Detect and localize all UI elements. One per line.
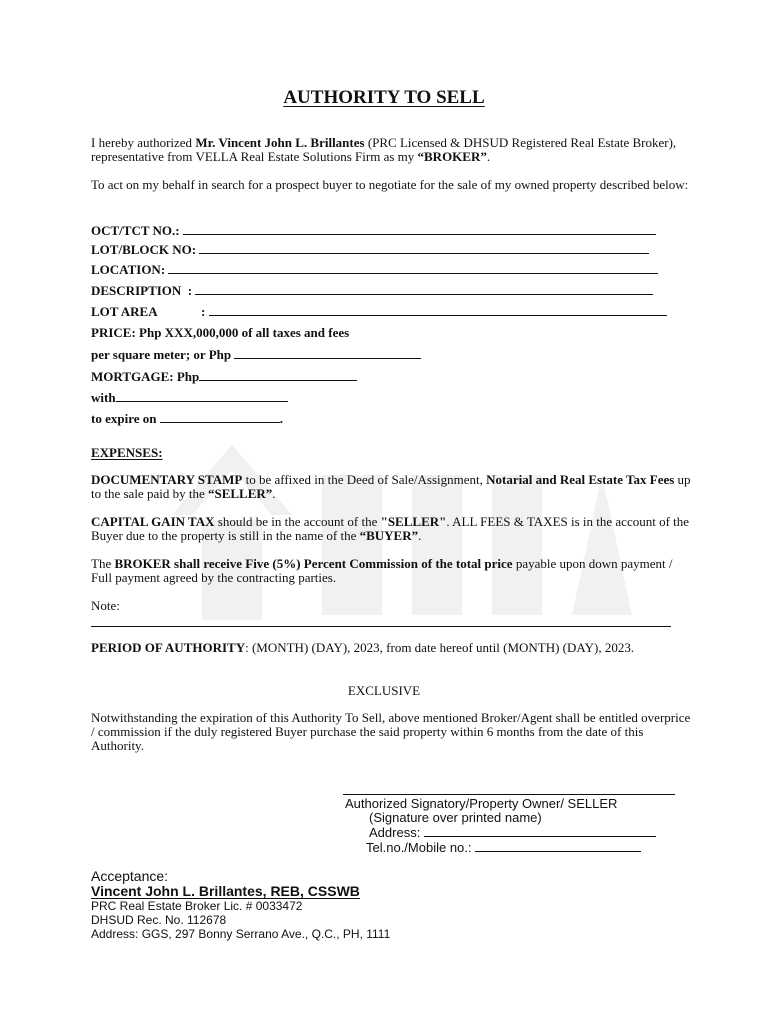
exclusive-paragraph: Notwithstanding the expiration of this Authority To Sell, above mentioned Broker/Agent shall be entitled overprice / commission if the duly registered Buyer purchase the said property within 6 months from the date of this Authority. (91, 710, 691, 753)
price-field: PRICE: Php XXX,000,000 of all taxes and fees (91, 325, 350, 340)
expenses-heading: EXPENSES: (91, 445, 163, 460)
mortgage-blank[interactable] (199, 369, 357, 381)
tel-blank[interactable] (475, 840, 641, 852)
document-title: AUTHORITY TO SELL (283, 87, 485, 108)
intro-paragraph: I hereby authorized Mr. Vincent John L. Brillantes (PRC Licensed & DHSUD Registered Real Estate Broker), representative from VELLA Real Estate Solutions Firm as my “BROKER”. (91, 135, 677, 164)
lot-block-field: LOT/BLOCK NO: (91, 242, 649, 257)
expire-field: to expire on . (91, 411, 283, 426)
broker-license: PRC Real Estate Broker Lic. # 0033472 (91, 899, 303, 913)
with-field: with (91, 390, 288, 405)
address-field: Address: (369, 825, 656, 840)
with-blank[interactable] (116, 390, 288, 402)
capital-gain-tax-paragraph: CAPITAL GAIN TAX should be in the account of the "SELLER". ALL FEES & TAXES is in the account of the Buyer due to the property is still in the name of the “BUYER”. (91, 514, 690, 543)
per-sqm-blank[interactable] (234, 347, 421, 359)
lot-area-blank[interactable] (209, 304, 667, 316)
acceptance-label: Acceptance: (91, 868, 169, 884)
period-of-authority-paragraph: PERIOD OF AUTHORITY: (MONTH) (DAY), 2023, from date hereof until (MONTH) (DAY), 2023. (91, 640, 635, 655)
expire-blank[interactable] (160, 411, 280, 423)
instruction-paragraph: To act on my behalf in search for a prospect buyer to negotiate for the sale of my owned property described below: (91, 177, 689, 192)
signature-line[interactable] (343, 794, 675, 795)
mortgage-field: MORTGAGE: Php (91, 369, 357, 384)
location-blank[interactable] (168, 262, 658, 274)
oct-tct-field: OCT/TCT NO.: (91, 223, 656, 238)
dhsud-number: DHSUD Rec. No. 112678 (91, 913, 227, 927)
tel-field: Tel.no./Mobile no.: (366, 840, 641, 855)
note-blank[interactable] (91, 626, 671, 627)
description-blank[interactable] (195, 283, 653, 295)
per-sqm-field: per square meter; or Php (91, 347, 421, 362)
exclusive-heading: EXCLUSIVE (347, 683, 421, 698)
oct-tct-blank[interactable] (183, 223, 656, 235)
lot-block-blank[interactable] (199, 242, 649, 254)
broker-name: Mr. Vincent John L. Brillantes (195, 135, 365, 150)
address-blank[interactable] (424, 825, 656, 837)
signature-note: (Signature over printed name) (369, 810, 542, 825)
commission-paragraph: The BROKER shall receive Five (5%) Percent Commission of the total price payable upon down payment / Full payment agreed by the contracting parties. (91, 556, 673, 585)
description-field: DESCRIPTION : (91, 283, 653, 298)
documentary-stamp-paragraph: DOCUMENTARY STAMP to be affixed in the Deed of Sale/Assignment, Notarial and Real Estate Tax Fees up to the sale paid by the “SELLER”. (91, 472, 691, 501)
acceptance-broker-name: Vincent John L. Brillantes, REB, CSSWB (91, 883, 360, 899)
broker-address: Address: GGS, 297 Bonny Serrano Ave., Q.C., PH, 1111 (91, 927, 391, 941)
note-label: Note: (91, 598, 120, 613)
signatory-caption: Authorized Signatory/Property Owner/ SELLER (345, 796, 618, 811)
lot-area-field: LOT AREA : (91, 304, 667, 319)
location-field: LOCATION: (91, 262, 658, 277)
